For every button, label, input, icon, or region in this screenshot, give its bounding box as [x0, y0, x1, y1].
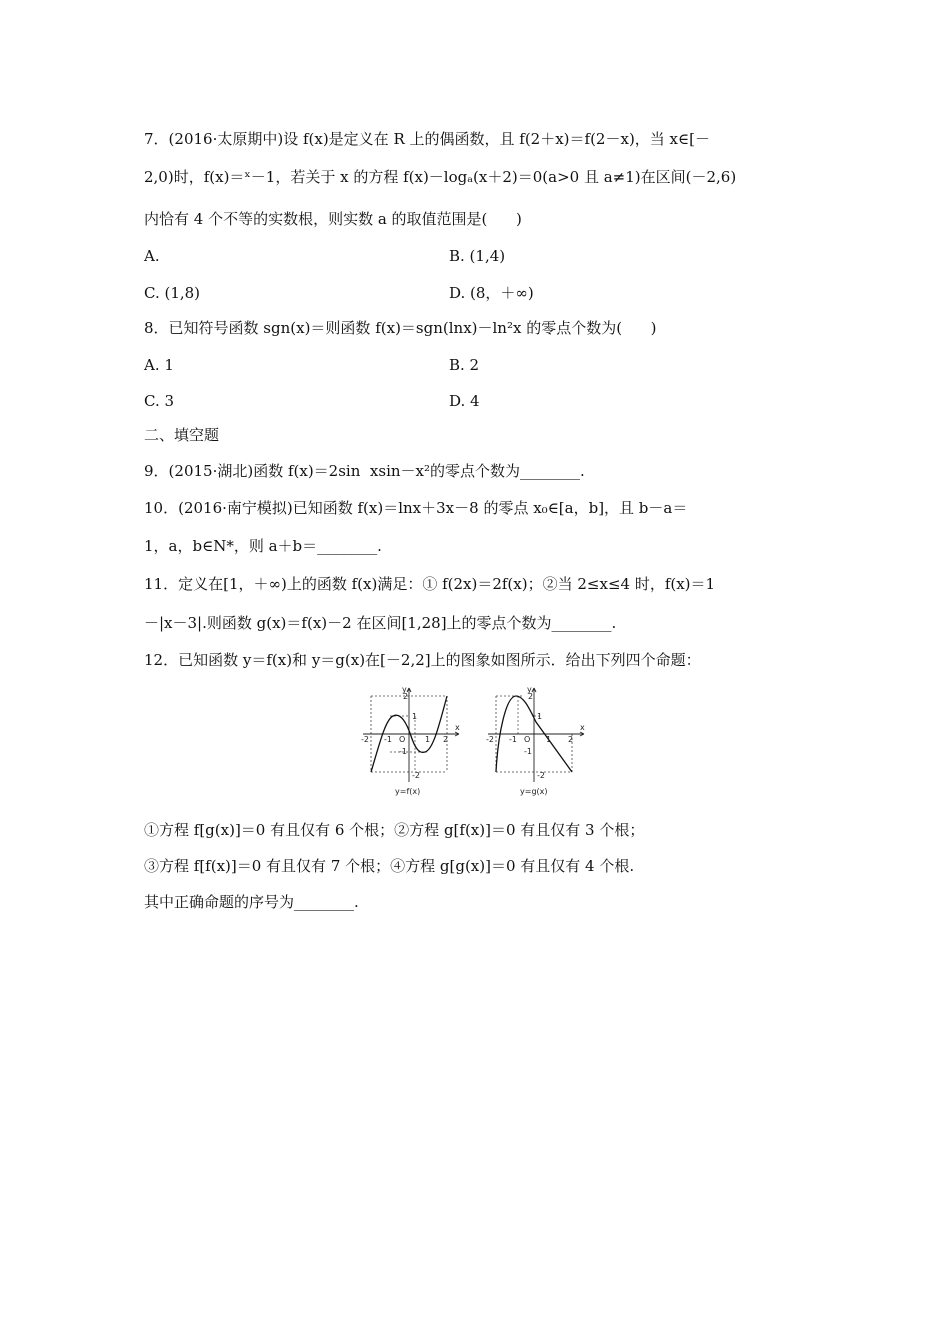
q7-line-1: 7．(2016·太原期中)设 f(x)是定义在 R 上的偶函数，且 f(2＋x)＝f(2－x)，当 x∈[－: [144, 130, 710, 148]
graph-g-tick-xm2: -2: [486, 735, 494, 744]
graph-g-caption: y=g(x): [520, 787, 548, 796]
q7-option-d: D. (8，＋∞): [449, 284, 534, 302]
graph-g-tick-x2: 2: [568, 735, 574, 744]
graph-f-y-label: y: [402, 685, 407, 694]
graph-g-y-label: y: [527, 685, 532, 694]
q11-line-1: 11．定义在[1，＋∞)上的函数 f(x)满足：① f(2x)＝2f(x)；②当 2≤x≤4 时，f(x)＝1: [144, 575, 716, 593]
graph-f-caption: y=f(x): [395, 787, 421, 796]
graph-f-tick-ym2: -2: [412, 771, 420, 780]
q12-line-1: 12．已知函数 y＝f(x)和 y＝g(x)在[－2,2]上的图象如图所示．给出下列四个命题：: [144, 651, 701, 669]
q8-option-c: C. 3: [144, 392, 175, 410]
q12-answer-line: 其中正确命题的序号为________.: [144, 893, 359, 911]
q10-line-2: 1，a，b∈N*，则 a＋b＝________.: [144, 537, 382, 555]
graph-f-tick-xm1: -1: [384, 735, 392, 744]
graph-f-tick-ym1: -1: [399, 747, 407, 756]
graph-f-tick-x2: 2: [443, 735, 449, 744]
q8-option-a: A. 1: [144, 356, 174, 374]
graph-g-x-label: x: [580, 723, 585, 732]
graph-f-tick-y1: 1: [412, 712, 418, 721]
graph-g-tick-xm1: -1: [509, 735, 517, 744]
graph-g-tick-y2: 2: [528, 692, 534, 701]
q8-option-b: B. 2: [449, 356, 480, 374]
graph-g-tick-x1: 1: [546, 735, 552, 744]
graph-f-tick-x1: 1: [425, 735, 431, 744]
q10-line-1: 10．(2016·南宁模拟)已知函数 f(x)＝lnx＋3x－8 的零点 x₀∈[a，b]，且 b－a＝: [144, 499, 688, 517]
q7-option-a: A.: [144, 247, 160, 265]
graph-f-dashed-guides: [390, 716, 427, 772]
graph-g-tick-ym1: -1: [524, 747, 532, 756]
graph-f-origin: O: [399, 735, 406, 744]
q7-option-b: B. (1,4): [449, 247, 506, 265]
q12-propositions-2: ③方程 f[f(x)]＝0 有且仅有 7 个根；④方程 g[g(x)]＝0 有且仅有 4 个根.: [144, 857, 635, 875]
graph-g-tick-ym2: -2: [537, 771, 545, 780]
graph-f: [355, 684, 475, 799]
graph-g-tick-y1: 1: [537, 712, 543, 721]
graph-g-origin: O: [524, 735, 531, 744]
function-graphs-figure: [355, 684, 600, 799]
graph-f-tick-xm2: -2: [361, 735, 369, 744]
section-heading: 二、填空题: [144, 426, 220, 444]
q8-line-1: 8．已知符号函数 sgn(x)＝则函数 f(x)＝sgn(lnx)－ln²x 的零点个数为( ): [144, 319, 657, 337]
q12-propositions-1: ①方程 f[g(x)]＝0 有且仅有 6 个根；②方程 g[f(x)]＝0 有且仅有 3 个根；: [144, 821, 645, 839]
q7-line-2: 2,0)时，f(x)＝ˣ－1，若关于 x 的方程 f(x)－logₐ(x＋2)＝0(a>0 且 a≠1)在区间(－2,6): [144, 168, 737, 186]
q7-line-3: 内恰有 4 个不等的实数根，则实数 a 的取值范围是( ): [144, 210, 522, 228]
graph-g: [480, 684, 600, 799]
q7-option-c: C. (1,8): [144, 284, 201, 302]
q8-option-d: D. 4: [449, 392, 480, 410]
graph-f-x-label: x: [455, 723, 460, 732]
q9-line: 9．(2015·湖北)函数 f(x)＝2sin xsin－x²的零点个数为________.: [144, 462, 585, 480]
q11-line-2: －|x－3|.则函数 g(x)＝f(x)－2 在区间[1,28]上的零点个数为________.: [144, 614, 617, 632]
graph-f-tick-y2: 2: [403, 692, 409, 701]
